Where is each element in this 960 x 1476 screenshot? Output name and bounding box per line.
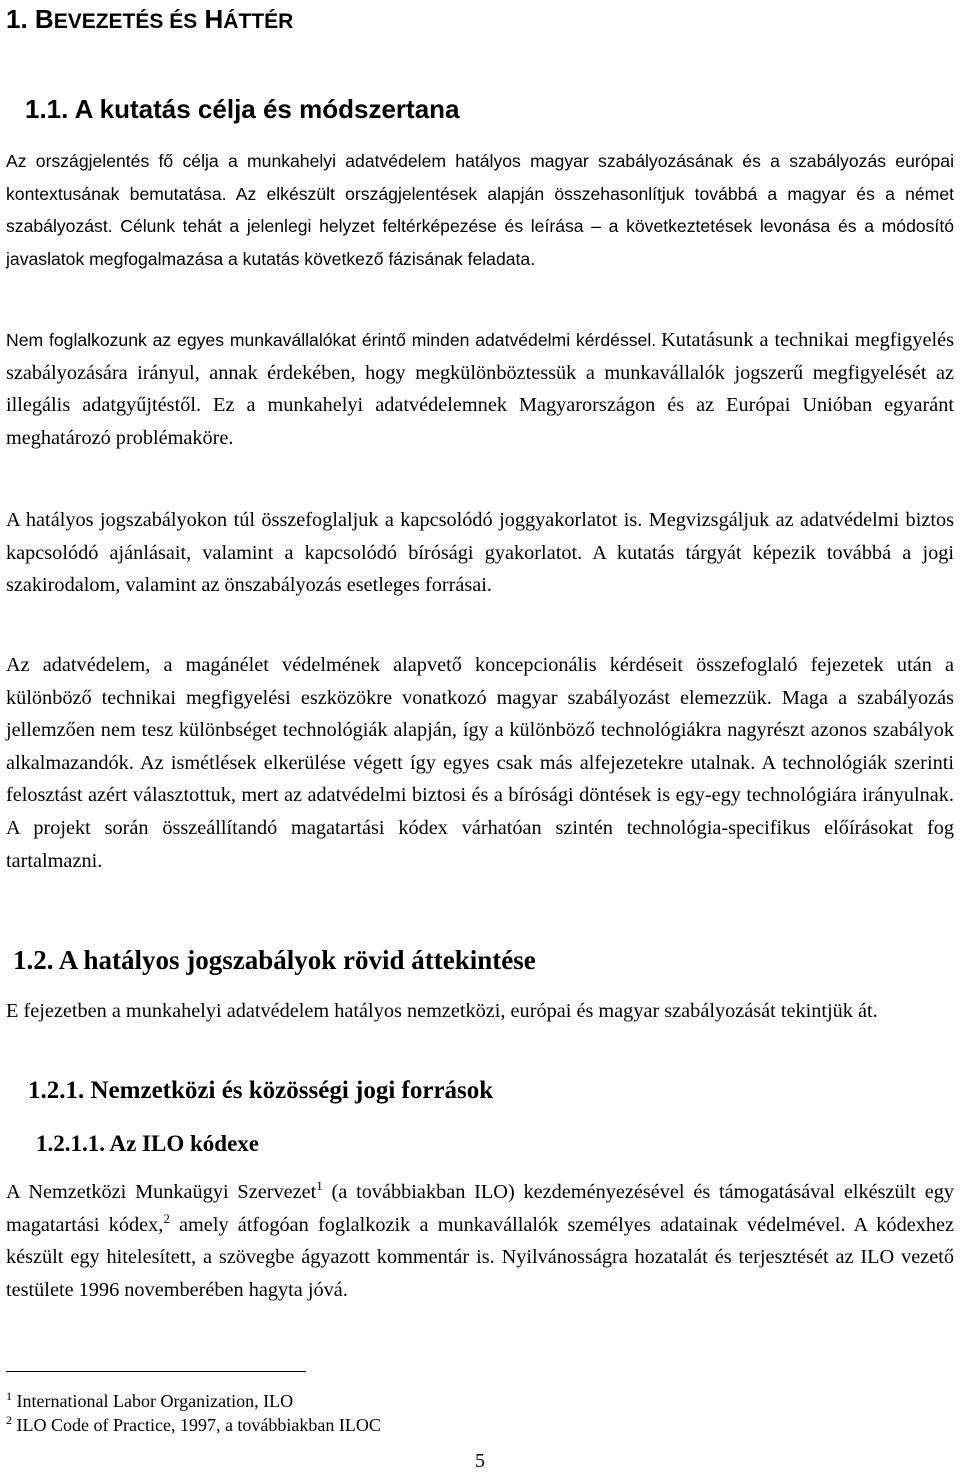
paragraph-ilo: [6, 1176, 954, 1306]
section-heading-1-2-1-1: 1.2.1.1. Az ILO kódexe: [36, 1131, 259, 1156]
section-heading-1-1: 1.1. A kutatás célja és módszertana: [25, 94, 460, 124]
section-heading-1-2-1: 1.2.1. Nemzetközi és közösségi jogi források: [28, 1077, 494, 1104]
footnote-ref-1[interactable]: 1: [316, 1178, 323, 1193]
footnote-mark-2: 2: [6, 1413, 12, 1427]
footnote-text-2: ILO Code of Practice, 1997, a továbbiakban ILOC: [12, 1415, 381, 1435]
footnote-1: [6, 1389, 293, 1413]
chapter-title-rest-1: EVEZETÉS ÉS: [53, 10, 198, 33]
chapter-title-initial-2: H: [204, 4, 224, 34]
footnote-ref-2[interactable]: 2: [163, 1210, 170, 1226]
paragraph-scope-sans: Nem foglalkozunk az egyes munkavállalókat érintő minden adatvédelmi kérdéssel.: [6, 330, 657, 350]
paragraph-overview: E fejezetben a munkahelyi adatvédelem hatályos nemzetközi, európai és magyar szabályozását tekintjük át.: [6, 1000, 878, 1022]
paragraph-ilo-part-b: (a továbbiakban ILO) kezdeményezésével és támogatásával elkészült egy magatartási kódex,: [6, 1181, 954, 1236]
paragraph-structure: Az adatvédelem, a magánélet védelmének alapvető koncepcionális kérdéseit összefoglaló fejezetek után a különböző technikai megfigyelési eszközökre vonatkozó magyar szabályozást elemezzük. Maga a szabályozás jellemzően nem tesz különbséget technológiák alapján, így a különböző technológiákra nagyrészt azonos szabályok alkalmazandók. Az ismétlések elkerülése végett így egyes csak más alfejezetekre utalnak. A technológiák szerinti felosztást azért választottuk, mert az adatvédelmi biztosi és a bírósági döntések is egy-egy technológiára irányulnak. A projekt során összeállítandó magatartási kódex várhatóan szintén technológia-specifikus előírásokat fog tartalmazni.: [6, 654, 954, 872]
paragraph-scope: [6, 324, 954, 454]
paragraph-ilo-part-a: A Nemzetközi Munkaügyi Szervezet: [6, 1181, 317, 1203]
section-heading-1-2: 1.2. A hatályos jogszabályok rövid áttekintése: [13, 945, 536, 975]
paragraph-aims: Az országjelentés fő célja a munkahelyi adatvédelem hatályos magyar szabályozásának és a szabályozás európai kontextusának bemutatása. Az elkészült országjelentések alapján összehasonlítjuk továbbá a magyar és a német szabályozást. Célunk tehát a jelenlegi helyzet feltérképezése és leírása – a következtetések levonása és a módosító javaslatok megfogalmazása a kutatás következő fázisának feladata.: [6, 151, 954, 269]
chapter-heading: [6, 2, 293, 39]
chapter-title-rest-2: ÁTTÉR: [223, 10, 294, 33]
footnote-mark-1: 1: [6, 1389, 12, 1403]
paragraph-scope-serif: Kutatásunk a technikai megfigyelés szabályozására irányul, annak érdekében, hogy megkülönböztessük a munkavállalók jogszerű megfigyelését az illegális adatgyűjtéstől. Ez a munkahelyi adatvédelemnek Magyarországon és az Európai Unióban egyaránt meghatározó problémaköre.: [6, 329, 954, 449]
chapter-title-initial: B: [34, 4, 54, 34]
paragraph-sources: A hatályos jogszabályokon túl összefoglaljuk a kapcsolódó joggyakorlatot is. Megvizsgáljuk az adatvédelmi biztos kapcsolódó ajánlásait, valamint a kapcsolódó bírósági gyakorlatot. A kutatás tárgyát képezik továbbá a jogi szakirodalom, valamint az önszabályozás esetleges forrásai.: [6, 509, 954, 597]
footnote-divider: [6, 1371, 306, 1372]
footnote-text-1: International Labor Organization, ILO: [12, 1391, 294, 1411]
page-number: 5: [475, 1450, 485, 1472]
footnote-2: [6, 1413, 381, 1437]
chapter-number: 1.: [6, 4, 28, 34]
paragraph-ilo-part-c: amely átfogóan foglalkozik a munkavállalók személyes adatainak védelmével. A kódexhez készült egy hitelesített, a szövegbe ágyazott kommentár is. Nyilvánosságra hozatalát és terjesztését az ILO vezető testülete 1996 novemberében hagyta jóvá.: [6, 1213, 955, 1301]
